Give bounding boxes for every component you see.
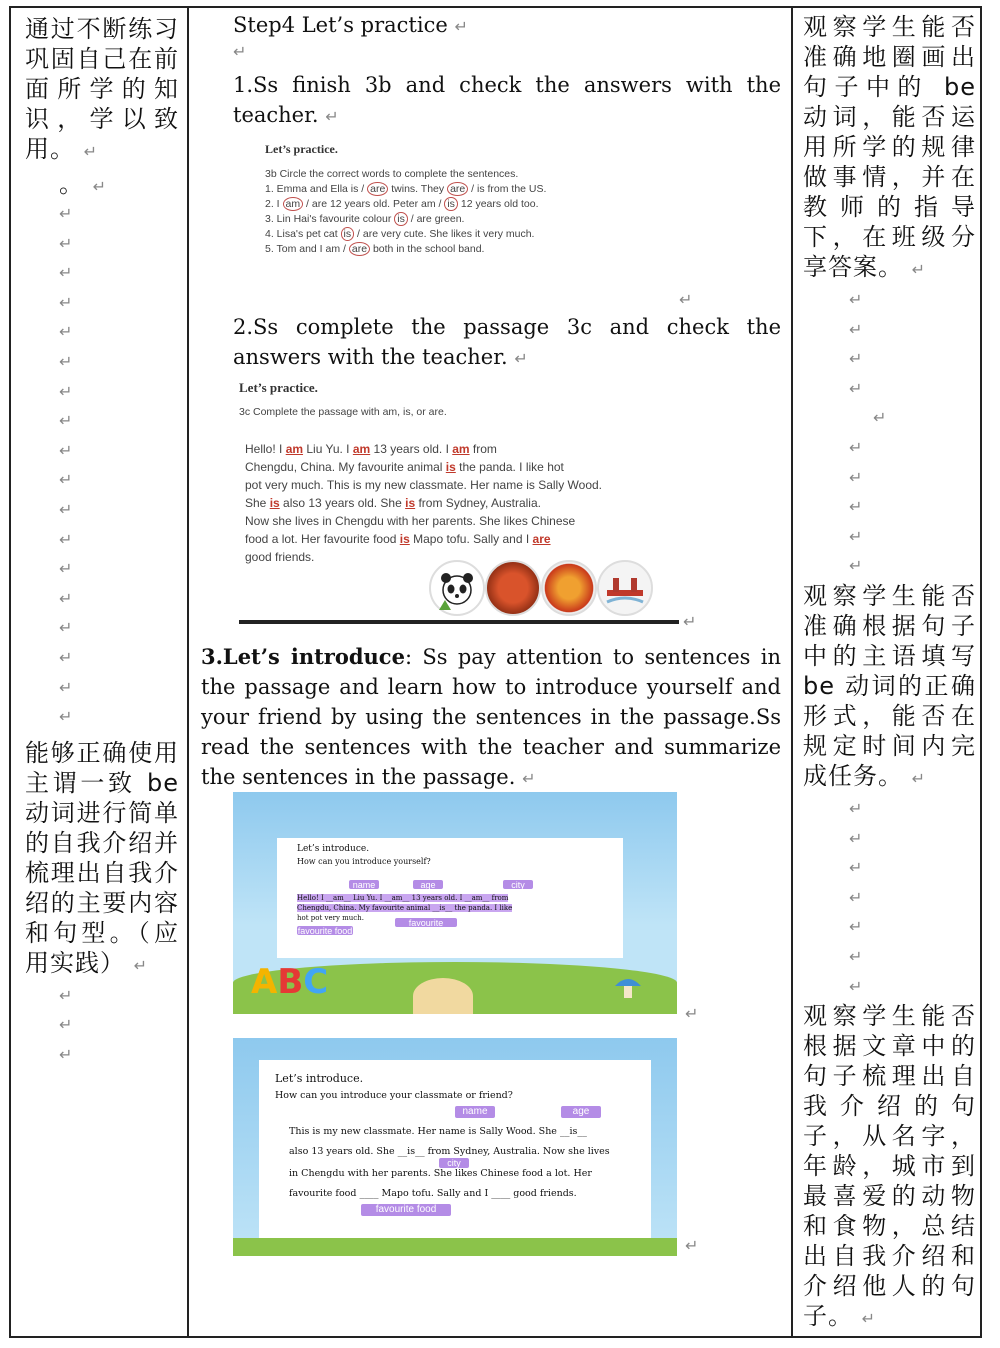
- slide-card: [259, 1060, 651, 1238]
- passage-line: [245, 496, 602, 514]
- slide-question: How can you introduce your classmate or friend?: [275, 1090, 513, 1101]
- line-text: / are 12 years old. Peter am /: [303, 198, 445, 210]
- line-text: 2. I: [265, 198, 283, 210]
- line-text: 12 years old too.: [457, 198, 539, 210]
- tag-favourite-animal: favourite animal: [395, 918, 457, 927]
- introduce-slide-1: [233, 792, 677, 1014]
- tag-age: age: [561, 1106, 601, 1118]
- line-text: / are green.: [407, 213, 465, 225]
- passage-line: [245, 478, 602, 496]
- line-text: twins. They: [388, 183, 448, 195]
- activity-2-text: 2.Ss complete the passage 3c and check the answers with the teacher. ↵: [233, 315, 781, 369]
- image-border: [239, 620, 679, 624]
- objective-text-1: 通过不断练习巩固自己在前面所学的知识，学以致用。 ↵: [25, 15, 179, 163]
- slide-line: Hello! I __am__ Liu Yu. I __am__ 13 years old. I __am__ from: [297, 894, 509, 902]
- exercise-line: [265, 212, 546, 227]
- card-heading: Let’s practice.: [265, 142, 338, 156]
- lesson-table: [9, 6, 982, 1338]
- slide-line: This is my new classmate. Her name is Sally Wood. She __is__: [289, 1126, 587, 1137]
- slide-line: hot pot very much.: [297, 914, 364, 922]
- objectives-column: 通过不断练习巩固自己在前面所学的知识，学以致用。 ↵ 。 ↵ ↵ ↵ ↵ ↵ ↵ ↵ ↵ ↵ ↵ ↵ ↵ ↵ ↵ ↵ ↵ ↵ ↵ ↵ 能够正确使用主谓一致 be 动词进行简单的自我介绍并梳理出自我介绍的主要内容和句型。（应用实践） ↵ ↵ ↵ ↵: [25, 15, 179, 1064]
- slide-line: favourite food ____ Mapo tofu. Sally and I ____ good friends.: [289, 1188, 577, 1199]
- card-instruction: 3c Complete the passage with am, is, or are.: [239, 406, 447, 418]
- circled-answer: are: [367, 182, 388, 196]
- circled-answer: are: [349, 242, 370, 256]
- path: [413, 978, 473, 1014]
- activity-3-text: 3.Let’s introduce: Ss pay attention to sentences in the passage and learn how to introduce yourself and your friend by using the sentences in the passage.Ss read the sentences with the teacher and summarize the sentences in the passage. ↵: [201, 644, 781, 789]
- line-text: good friends.: [245, 550, 315, 564]
- passage-line: [245, 514, 602, 532]
- circled-answer: is: [394, 212, 408, 226]
- exercise-3c-image: [239, 376, 679, 624]
- grass: [233, 1238, 677, 1256]
- objective-text-2: 能够正确使用主谓一致 be 动词进行简单的自我介绍并梳理出自我介绍的主要内容和句型。（应用实践） ↵: [25, 738, 179, 977]
- activity-1-text: 1.Ss finish 3b and check the answers with the teacher. ↵: [233, 73, 781, 127]
- passage-line: [245, 442, 602, 460]
- return-mark-icon: ↵: [133, 955, 149, 975]
- tag-name: name: [349, 880, 379, 889]
- filled-blank: is: [405, 496, 416, 510]
- dot-mark: 。: [59, 170, 84, 198]
- filled-blank: are: [532, 532, 551, 546]
- line-text: Liu Yu. I: [303, 442, 353, 456]
- line-text: pot very much. This is my new classmate. Her name is Sally Wood.: [245, 478, 603, 492]
- slide-heading: Let’s introduce.: [297, 844, 370, 854]
- card-instruction: 3b Circle the correct words to complete the sentences.: [265, 168, 519, 180]
- line-text: 1. Emma and Ella is /: [265, 183, 368, 195]
- mapo-tofu-icon: [541, 560, 597, 616]
- slide-line: in Chengdu with her parents. She likes Chinese food a lot. Her: [289, 1168, 592, 1179]
- assessment-text-2: 观察学生能否准确根据句子中的主语填写 be 动词的正确形式，能否在规定时间内完成任务。 ↵: [803, 581, 976, 790]
- line-text: also 13 years old. She: [279, 496, 406, 510]
- line-text: / is from the US.: [468, 183, 547, 195]
- card-heading: Let’s practice.: [239, 380, 318, 395]
- line-text: Chengdu, China. My favourite animal: [245, 460, 446, 474]
- slide-question: How can you introduce yourself?: [297, 857, 431, 866]
- assessment-text-1: 观察学生能否准确地圈画出句子中的 be 动词，能否运用所学的规律做事情，并在教师的指导下，在班级分享答案。 ↵: [803, 13, 976, 281]
- slide-card: [277, 838, 623, 958]
- line-text: 4. Lisa's pet cat: [265, 228, 341, 240]
- line-text: from: [469, 442, 497, 456]
- assessment-text-3: 观察学生能否根据文章中的句子梳理出自我介绍的句子，从名字，年龄，城市到最喜爱的动物和食物，总结出自我介绍和介绍他人的句子。 ↵: [803, 1002, 976, 1331]
- line-text: 5. Tom and I am /: [265, 243, 349, 255]
- filled-blank: is: [399, 532, 410, 546]
- return-mark-icon: ↵: [233, 42, 247, 61]
- exercise-line: [265, 182, 546, 197]
- exercise-line: [265, 197, 546, 212]
- line-text: Now she lives in Chengdu with her parents. She likes Chinese: [245, 514, 576, 528]
- return-marks: 。 ↵ ↵ ↵ ↵ ↵ ↵ ↵ ↵ ↵ ↵ ↵ ↵ ↵ ↵ ↵ ↵ ↵ ↵ ↵: [59, 170, 108, 727]
- tag-favourite-food: favourite food: [361, 1204, 451, 1216]
- slide-line: Chengdu, China. My favourite animal __is__ the panda. I like: [297, 904, 513, 912]
- line-text: She: [245, 496, 270, 510]
- exercise-3b-image: [257, 136, 677, 276]
- line-text: 3. Lin Hai's favourite colour: [265, 213, 395, 225]
- line-text: from Sydney, Australia.: [415, 496, 541, 510]
- bridge-icon: [597, 560, 653, 616]
- activities-column: Step4 Let’s practice ↵ ↵ 1.Ss finish 3b and check the answers with the teacher. ↵ Let’s practice. 3b Circle the correct words to complete the sentences. 1. Emma and Ella is / are twins. They are / is from the US. 2. I am / are 12 years old. Peter am / is 12 years old too. 3. Lin Hai's favourite colour is / are green. 4. Lisa's pet cat is / are very cute. She likes it very much. 5. Tom and I am / are both in the school band. ↵ 2.Ss complete the passage 3c and check the answers with the teacher. ↵ Let’s practice. 3c Complete the passage with am, is, or are. Hello! I am Liu Yu. I am 13 years old. I am from Chengdu, China. My favourite animal is the panda. I like hot pot very much. This is my new classmate. Her name is Sally Wood. She is also 13 years old. She is from Sydney, Australia. Now she lives in Chengdu with her parents. She likes Chinese food a lot. Her favourite food is Mapo tofu. Sally and I are good friends. ↵ 3.Let’s introduce: Ss pay attention to sentences in the passage and learn how to introduce yourself and your friend by using the sentences in the passage.Ss read the sentences with the teacher and summarize the sentences in the passage. ↵ ABC Let’s introduce. How can you introduce yourself? name age city Hello! I __am__ Liu Yu. I __am__ 13 years old. I __am__ from Chengdu, China. My favourite animal __is__ the panda. I like hot pot very much. favourite food favourite animal ↵ Let’s introduce. How can you introduce your classmate or friend? name age This is my new classmate. Her name is Sally Wood. She __is__ also 13 years old. She __is__ from Sydney, Australia. Now she lives city in Chengdu with her parents. She likes Chinese food a lot. Her favourite food ____ Mapo tofu. Sally and I ____ good friends. favourite food ↵: [189, 8, 791, 1336]
- exercise-line: [265, 227, 546, 242]
- exercise-line: [265, 242, 546, 257]
- circled-answer: is: [341, 227, 355, 241]
- tag-city: city: [439, 1158, 469, 1168]
- line-text: the panda. I like hot: [455, 460, 564, 474]
- panda-icon: [429, 560, 485, 616]
- filled-blank: am: [352, 442, 371, 456]
- line-text: Hello! I: [245, 442, 286, 456]
- mushroom-icon: [613, 972, 643, 1000]
- slide-line: also 13 years old. She __is__ from Sydney, Australia. Now she lives: [289, 1146, 610, 1157]
- filled-blank: am: [285, 442, 304, 456]
- tag-city: city: [503, 880, 533, 889]
- introduce-slide-2: [233, 1038, 677, 1256]
- circled-answer: are: [447, 182, 468, 196]
- tag-name: name: [455, 1106, 495, 1118]
- return-mark-icon: ↵: [83, 142, 99, 161]
- circled-answer: am: [283, 197, 304, 211]
- line-text: food a lot. Her favourite food: [245, 532, 400, 546]
- line-text: Mapo tofu. Sally and I: [409, 532, 533, 546]
- passage-line: [245, 460, 602, 478]
- filled-blank: is: [445, 460, 456, 474]
- step-title: Step4 Let’s practice ↵: [233, 13, 468, 37]
- slide-heading: Let’s introduce.: [275, 1072, 364, 1085]
- filled-blank: is: [269, 496, 280, 510]
- line-text: both in the school band.: [370, 243, 485, 255]
- abc-letters: ABC: [251, 962, 329, 1002]
- hotpot-icon: [485, 560, 541, 616]
- line-text: 13 years old. I: [370, 442, 453, 456]
- passage-line: [245, 532, 602, 550]
- filled-blank: am: [452, 442, 470, 456]
- passage-line: [245, 550, 602, 568]
- circled-answer: is: [444, 197, 458, 211]
- tag-favourite-food: favourite food: [297, 926, 353, 936]
- assessment-column: 观察学生能否准确地圈画出句子中的 be 动词，能否运用所学的规律做事情，并在教师的指导下，在班级分享答案。 ↵ ↵ ↵ ↵ ↵ ↵ ↵ ↵ ↵ ↵ ↵ 观察学生能否准确根据句子中的主语填写 be 动词的正确形式，能否在规定时间内完成任务。 ↵ ↵ ↵ ↵ ↵ ↵ ↵ ↵ 观察学生能否根据文章中的句子梳理出自我介绍的句子，从名字，年龄，城市到最喜爱的动物和食物，总结出自我介绍和介绍他人的句子。 ↵: [793, 8, 982, 1336]
- tag-age: age: [413, 880, 443, 889]
- line-text: / are very cute. She likes it very much.: [354, 228, 535, 240]
